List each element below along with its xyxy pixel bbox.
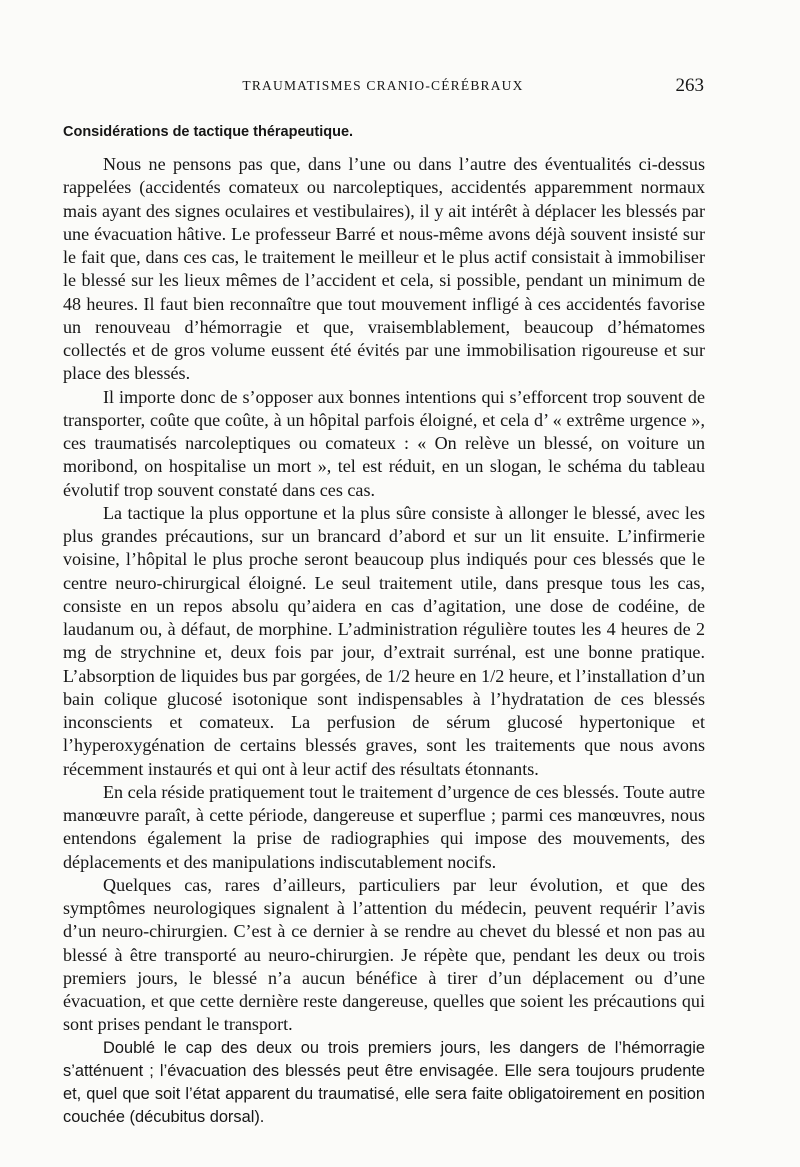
paragraph: Quelques cas, rares d’ailleurs, particuliers par leur évolution, et que des symptômes neurologiques signalent à l’attention du médecin, peuvent requérir l’avis d’un neuro-chirurgien. C’est à ce dernier à se rendre au chevet du blessé et non pas au blessé à être transporté au neuro-chirurgien. Je répète que, pendant les deux ou trois premiers jours, le blessé n’a aucun bénéfice à tirer d’un déplacement ou d’une évacuation, et que cette dernière reste dangereuse, quelles que soient les précautions qui sont prises pendant le transport. <box>63 874 705 1035</box>
paragraph: En cela réside pratiquement tout le traitement d’urgence de ces blessés. Toute autre manœuvre paraît, à cette période, dangereuse et superflue ; parmi ces manœuvres, nous entendons également la prise de radiographies qui impose des mouvements, des déplacements et des manipulations indiscutablement nocifs. <box>63 781 705 872</box>
running-title: TRAUMATISMES CRANIO-CÉRÉBRAUX <box>242 78 524 93</box>
paragraph: Doublé le cap des deux ou trois premiers jours, les dangers de l’hémorragie s’atténuent ; l’évacuation des blessés peut être envisagée. Elle sera toujours prudente et, quel que soit l’état apparent du traumatisé, elle sera faite obligatoirement en position couchée (décubitus dorsal). <box>63 1038 705 1127</box>
paragraph: Nous ne pensons pas que, dans l’une ou dans l’autre des éventualités ci-dessus rappelées (accidentés comateux ou narcoleptiques, accidentés apparemment normaux mais ayant des signes oculaires et vestibulaires), il y ait intérêt à déplacer les blessés par une évacuation hâtive. Le professeur Barré et nous-même avons déjà souvent insisté sur le fait que, dans ces cas, le traitement le meilleur et le plus actif consistait à immobiliser le blessé sur les lieux mêmes de l’accident et cela, si possible, pendant un minimum de 48 heures. Il faut bien reconnaître que tout mouvement infligé à ces accidentés favorise un renouveau d’hémorragie et que, vraisemblablement, beaucoup d’hématomes collectés et de gros volume eussent été évités par une immobilisation rigoureuse et sur place des blessés. <box>63 154 705 384</box>
page-number: 263 <box>675 75 704 96</box>
running-head <box>62 75 704 100</box>
section-heading: Considérations de tactique thérapeutique. <box>63 124 354 140</box>
paragraph: La tactique la plus opportune et la plus sûre consiste à allonger le blessé, avec les plus grandes précautions, sur un brancard d’abord et sur un lit ensuite. L’infirmerie voisine, l’hôpital le plus proche seront beaucoup plus indiqués pour ces blessés que le centre neuro-chirurgical éloigné. Le seul traitement utile, dans presque tous les cas, consiste en un repos absolu qu’aidera en cas d’agitation, une dose de codéine, de laudanum ou, à défaut, de morphine. L’administration régulière toutes les 4 heures de 2 mg de strychnine et, deux fois par jour, d’extrait surrénal, est une bonne pratique. L’absorption de liquides bus par gorgées, de 1/2 heure en 1/2 heure, et l’installation d’un bain colique glucosé isotonique sont indispensables à l’hydratation de ces blessés inconscients et comateux. La perfusion de sérum glucosé hypertonique et l’hyperoxygénation de certains blessés graves, sont les traitements que nous avons récemment instaurés et qui ont à leur actif des résultats étonnants. <box>63 502 705 779</box>
body-text <box>63 153 705 1130</box>
paragraph: Il importe donc de s’opposer aux bonnes intentions qui s’efforcent trop souvent de transporter, coûte que coûte, à un hôpital parfois éloigné, et cela d’ « extrême urgence », ces traumatisés narcoleptiques ou comateux : « On relève un blessé, on voiture un moribond, on hospitalise un mort », tel est réduit, en un slogan, le schéma du tableau évolutif trop souvent constaté dans ces cas. <box>63 386 705 500</box>
